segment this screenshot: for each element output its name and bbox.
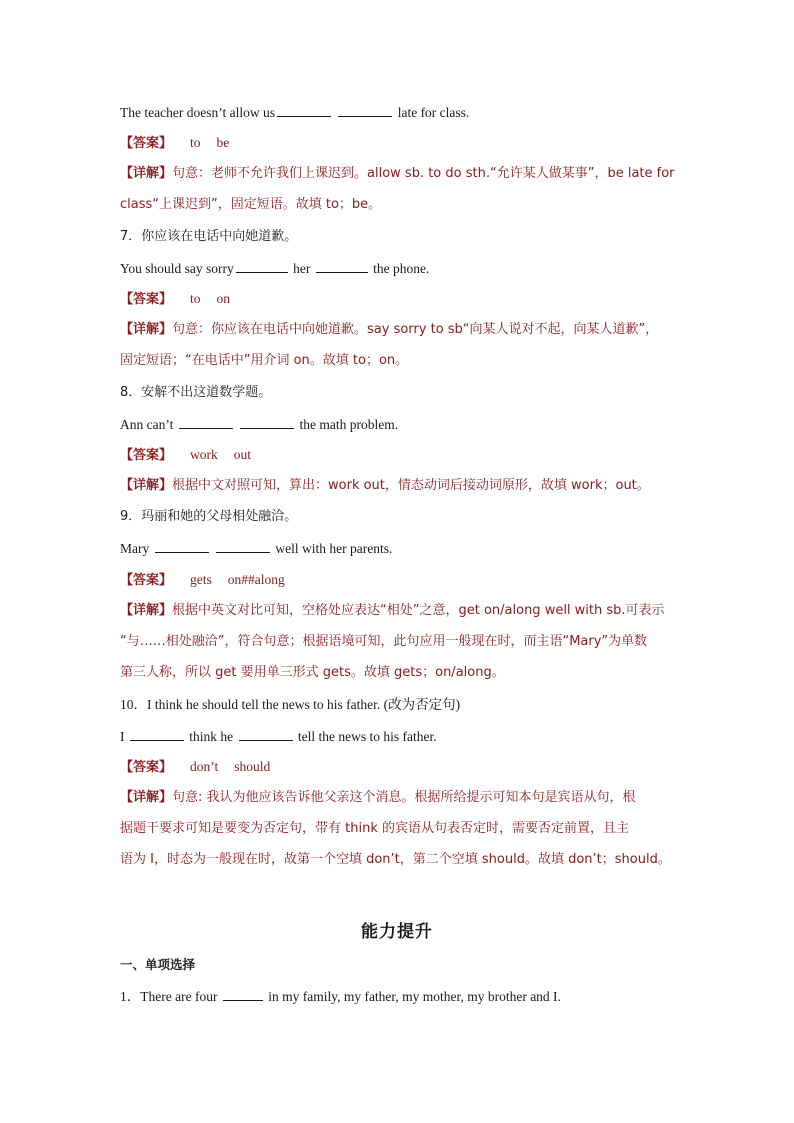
section-subtitle: 一、单项选择 [120,957,196,972]
q7-sentence [120,259,680,278]
q7-detail [120,321,680,339]
answer-tag: 【答案】 [120,573,173,588]
q6-detail [120,165,680,183]
q8-answer [120,446,680,465]
answer-tag: 【答案】 [120,136,173,151]
section-title: 能力提升 [361,922,433,942]
q9-detail [120,602,680,620]
q7-answer-1: to [190,291,201,306]
q8-sentence-part-a: Ann can’t [120,417,174,432]
q7-sentence-part-a: You should say sorry [120,261,234,276]
detail-tag: 【详解】 [120,790,173,805]
q10-sentence-part-c: tell the news to his father. [297,729,437,744]
q7-blank-2 [316,259,368,273]
section-q1-part-b: in my family, my father, my mother, my brother and I. [268,989,561,1004]
q7-blank-1 [236,259,288,273]
q8-blank-1 [179,415,233,429]
q6-detail-line-2: class“上课迟到”，固定短语。故填 to；be。 [120,197,382,212]
q10-prompt: 10．I think he should tell the news to his father. (改为否定句) [120,697,461,712]
detail-tag: 【详解】 [120,166,173,181]
q9-answer [120,571,680,590]
q9-sentence-part-a: Mary [120,541,150,556]
q8-detail [120,477,680,495]
q9-detail-cont-2 [120,664,680,682]
q10-answer-2: should [234,759,271,774]
q9-detail-line-1: 根据中英文对比可知，空格处应表达“相处”之意，get on/along well with sb.可表示 [172,603,665,618]
q6-sentence-part-a: The teacher doesn’t allow us [120,105,275,120]
q9-blank-1 [155,539,209,553]
q7-detail-line-1: 句意：你应该在电话中向她道歉。say sorry to sb“向某人说对不起，向某人道歉”， [172,322,659,337]
q8-prompt: 8．安解不出这道数学题。 [120,385,272,400]
section-q1-part-a: 1．There are four [120,989,218,1004]
q10-detail-line-3: 语为 I，时态为一般现在时，故第一个空填 don’t，第二个空填 should。故填 don’t；should。 [120,852,671,867]
q9-detail-cont-1 [120,633,680,651]
q7-detail-line-2: 固定短语；“在电话中”用介词 on。故填 to；on。 [120,353,409,368]
q9-sentence [120,539,680,558]
section-q1-sentence [120,987,680,1006]
q10-detail-cont-2 [120,851,680,869]
q7-answer-2: on [216,291,231,306]
q6-detail-cont [120,196,680,214]
q8-sentence-part-b: the math problem. [299,417,399,432]
q6-blank-1 [277,103,331,117]
q10-detail [120,789,680,807]
q7-answer [120,290,680,309]
q8-answer-1: work [190,447,218,462]
q8-answer-2: out [233,447,252,462]
q6-sentence [120,103,680,122]
q9-prompt: 9．玛丽和她的父母相处融洽。 [120,509,298,524]
q8-detail-line-1: 根据中文对照可知，算出：work out，情态动词后接动词原形，故填 work；out。 [172,478,650,493]
q9-answer-1: gets [190,572,212,587]
q7-sentence-part-c: the phone. [373,261,430,276]
q6-detail-line-1: 句意：老师不允许我们上课迟到。allow sb. to do sth.“允许某人做某事”，be late for [172,166,675,181]
q9-detail-line-3: 第三人称，所以 get 要用单三形式 gets。故填 gets；on/along。 [120,665,505,680]
answer-tag: 【答案】 [120,448,173,463]
q8-sentence [120,415,680,434]
q9-answer-2: on##along [227,572,285,587]
q10-answer-1: don’t [190,759,219,774]
q7-sentence-part-b: her [293,261,311,276]
q10-sentence-part-a: I [120,729,125,744]
q10-sentence [120,727,680,746]
q6-answer-1: to [190,135,201,150]
q6-answer [120,134,680,153]
q6-answer-2: be [216,135,230,150]
q6-sentence-part-b: late for class. [397,105,470,120]
q10-detail-line-1: 句意: 我认为他应该告诉他父亲这个消息。根据所给提示可知本句是宾语从句，根 [172,790,636,805]
q9-blank-2 [216,539,270,553]
q9-sentence-part-b: well with her parents. [275,541,393,556]
detail-tag: 【详解】 [120,603,173,618]
detail-tag: 【详解】 [120,478,173,493]
answer-tag: 【答案】 [120,292,173,307]
q7-detail-cont [120,352,680,370]
answer-tag: 【答案】 [120,760,173,775]
q10-blank-2 [239,727,293,741]
q10-sentence-part-b: think he [189,729,234,744]
q10-answer [120,758,680,777]
q8-blank-2 [240,415,294,429]
q10-detail-cont-1 [120,820,680,838]
q6-blank-2 [338,103,392,117]
q9-detail-line-2: “与……相处融洽”，符合句意；根据语境可知，此句应用一般现在时，而主语“Mary”为单数 [120,634,648,649]
section-q1-blank [223,987,263,1001]
q10-detail-line-2: 据题干要求可知是要变为否定句，带有 think 的宾语从句表否定时，需要否定前置，且主 [120,821,629,836]
detail-tag: 【详解】 [120,322,173,337]
q7-prompt: 7．你应该在电话中向她道歉。 [120,229,298,244]
q10-blank-1 [130,727,184,741]
